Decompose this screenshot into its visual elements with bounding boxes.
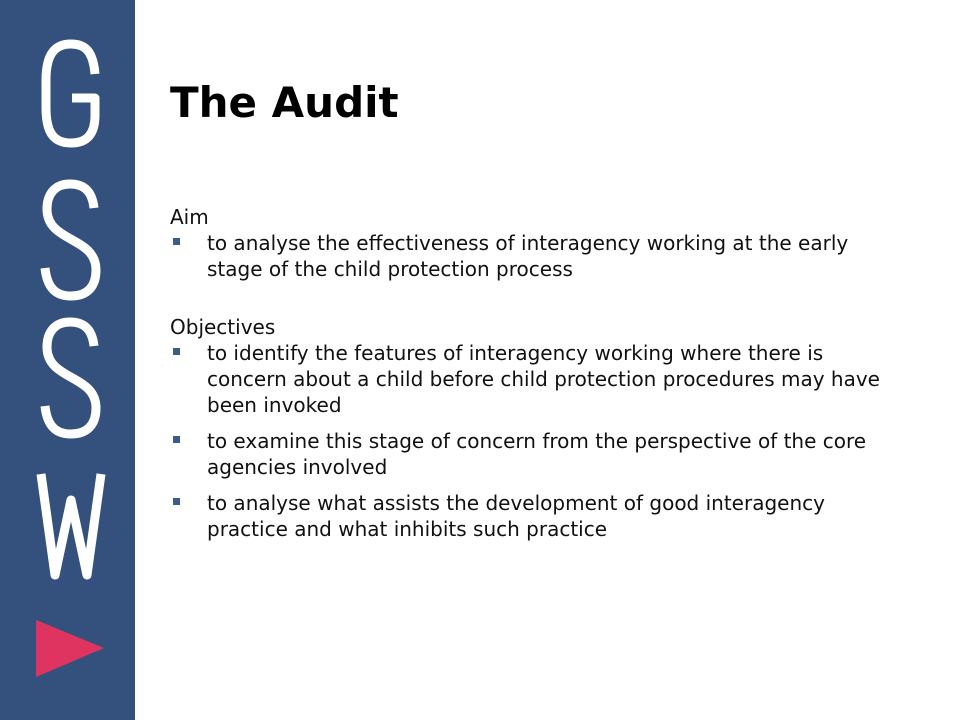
gssw-logo [0, 0, 135, 720]
square-bullet-icon [173, 348, 180, 355]
slide-content [170, 200, 890, 552]
list-item [170, 428, 890, 480]
list-item-text: to analyse the effectiveness of interagency working at the early stage of the child protection process [207, 231, 849, 281]
aim-label: Aim [170, 205, 209, 229]
square-bullet-icon [173, 436, 180, 443]
list-item-text: to analyse what assists the development of good interagency practice and what inhibits such practice [207, 491, 825, 541]
list-item-text: to examine this stage of concern from the perspective of the core agencies involved [207, 429, 867, 479]
play-triangle-icon [36, 620, 104, 677]
list-item [170, 340, 890, 418]
aim-list [170, 230, 890, 282]
logo-letter-g [46, 44, 95, 143]
list-item [170, 490, 890, 542]
gssw-logo-sidebar [0, 0, 135, 720]
slide-title: The Audit [170, 78, 399, 127]
square-bullet-icon [173, 498, 180, 505]
list-item-text: to identify the features of interagency working where there is concern about a child before child protection procedures may have been invoked [207, 341, 880, 417]
logo-letter-s-2 [45, 322, 96, 434]
list-item [170, 230, 890, 282]
logo-letter-s-1 [45, 184, 96, 296]
square-bullet-icon [173, 238, 180, 245]
objectives-list [170, 340, 890, 542]
logo-letter-w [41, 474, 101, 575]
objectives-label: Objectives [170, 315, 276, 339]
